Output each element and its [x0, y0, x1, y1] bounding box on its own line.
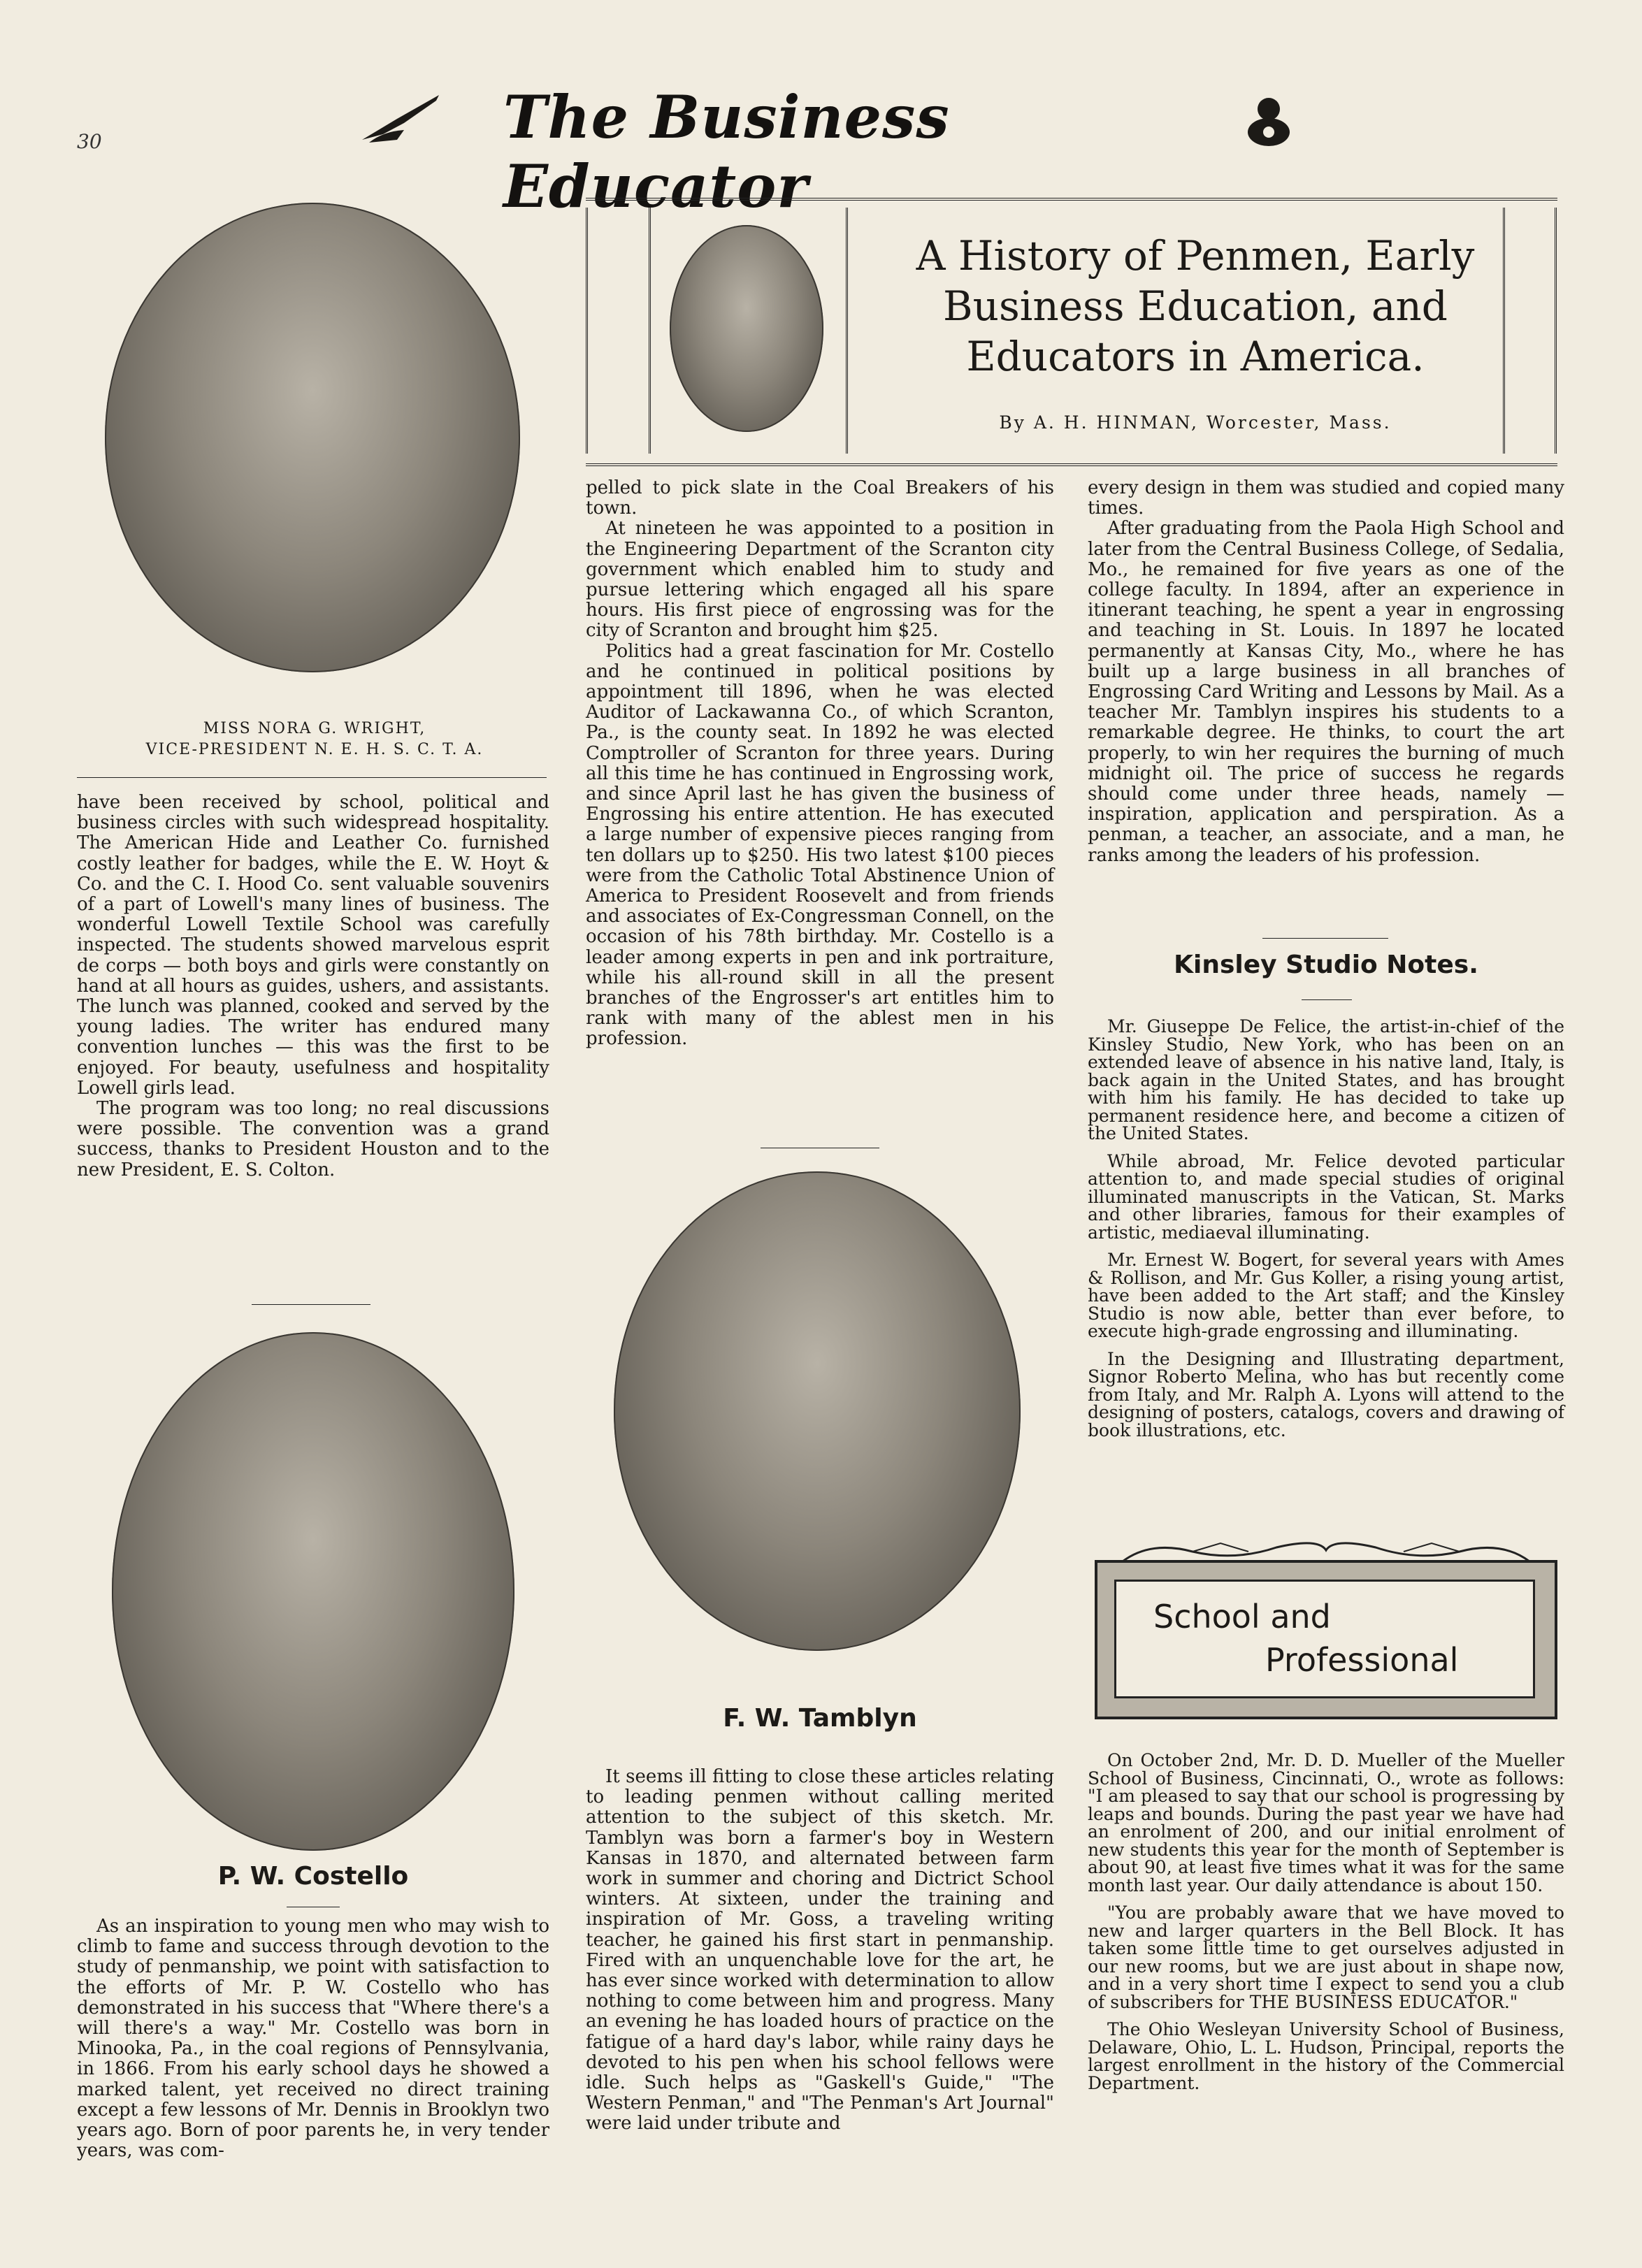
- paragraph: pelled to pick slate in the Coal Breakers of his town.: [586, 477, 1054, 519]
- title-line-3: Educators in America.: [966, 333, 1425, 380]
- col2-bottom-text: [586, 1767, 1054, 2135]
- col2-top-text: [586, 478, 1054, 1050]
- col3-top-text: [1088, 478, 1564, 866]
- title-line-1: A History of Penmen, Early: [916, 232, 1475, 280]
- byline: By A. H. HINMAN, Worcester, Mass.: [999, 412, 1392, 433]
- wright-caption: [77, 718, 552, 760]
- article-title: [860, 231, 1531, 382]
- paragraph: In the Designing and Illustrating department, Signor Roberto Melina, who has but recently come from Italy, and Mr. Ralph A. Lyons will attend to the designing of posters, catalogs, covers and drawing of book illustrations, etc.: [1088, 1348, 1564, 1440]
- tamblyn-caption: F. W. Tamblyn: [723, 1704, 917, 1733]
- wright-portrait: [105, 203, 520, 672]
- hinman-portrait: [670, 225, 823, 432]
- paragraph: Politics had a great fascination for Mr. Costello and he continued in political positions by appointment till 1896, when he was elected Auditor of Lackawanna Co., of which Scranton, Pa., is the county seat. In 1892 he was elected Comptroller of Scranton for three years. During all this time he has continued in Engrossing work, and since April last he has given the business of Engrossing his entire attention. He has executed a large number of expensive pieces ranging from ten dollars up to $250. His two latest $100 pieces were from the Catholic Total Abstinence Union of America to President Roosevelt and from friends and associates of Ex-Congressman Connell, on the occasion of his 78th birthday. Mr. Costello is a leader among experts in pen and ink portraiture, while his all-round skill in all the present branches of the Engrosser's art entitles him to rank with many of the ablest men in his profession.: [586, 640, 1054, 1050]
- page-number: 30: [77, 130, 102, 153]
- wright-caption-line-2: VICE-PRESIDENT N. E. H. S. C. T. A.: [145, 741, 484, 758]
- col1-bottom-text: [77, 1916, 549, 2161]
- paragraph: The Ohio Wesleyan University School of Business, Delaware, Ohio, L. L. Hudson, Principal, reports the largest enrollment in the history of the Commercial Department.: [1088, 2019, 1564, 2093]
- title-line-2: Business Education, and: [943, 282, 1448, 330]
- paragraph: every design in them was studied and copied many times.: [1088, 477, 1564, 519]
- paragraph: While abroad, Mr. Felice devoted particular attention to, and made special studies of original illuminated manuscripts in the Vatican, St. Marks and other libraries, famous for their examples of artistic, mediaeval illuminating.: [1088, 1150, 1564, 1243]
- paragraph: As an inspiration to young men who may wish to climb to fame and success through devotion to the study of penmanship, we point with satisfaction to the efforts of Mr. P. W. Costello who has demonstrated in his success that "Where there's a will there's a way." Mr. Costello was born in Minooka, Pa., in the coal regions of Pennsylvania, in 1866. From his early school days he showed a marked talent, yet received no direct training except a few lessons of Mr. Dennis in Brooklyn two years ago. Born of poor parents he, in very tender years, was com-: [77, 1916, 549, 2162]
- paragraph: Mr. Giuseppe De Felice, the artist-in-chief of the Kinsley Studio, New York, who has been on an extended leave of absence in his native land, Italy, is back again in the United States, and has brought with him his family. He has decided to take up permanent residence here, and become a citizen of the United States.: [1088, 1016, 1564, 1143]
- paragraph: It seems ill fitting to close these articles relating to leading penmen without calling merited attention to the subject of this sketch. Mr. Tamblyn was born a farmer's boy in Western Kansas in 1870, and alternated between farm work in summer and choring and Dictrict School winters. At sixteen, under the training and inspiration of Mr. Goss, a traveling writing teacher, he gained his first start in penmanship. Fired with an unquenchable love for the art, he has ever since worked with determination to allow nothing to come between him and progress. Many an evening he has loaded hours of practice on the fatigue of a hard day's labor, while rainy days he devoted to his pen when his school fellows were idle. Such helps as "Gaskell's Guide," "The Western Penman," and "The Penman's Art Journal" were laid under tribute and: [586, 1766, 1054, 2135]
- paragraph: have been received by school, political and business circles with such widespread hospitality. The American Hide and Leather Co. furnished costly leather for badges, while the E. W. Hoyt & Co. and the C. I. Hood Co. sent valuable souvenirs of a part of Lowell's many lines of business. The wonderful Lowell Textile School was carefully inspected. The students showed marvelous esprit de corps — both boys and girls were constantly on hand at all hours as guides, ushers, and assistants. The lunch was planned, cooked and served by the young ladies. The writer has endured many convention lunches — this was the first to be enjoyed. For beauty, usefulness and hospitality Lowell girls lead.: [77, 792, 549, 1099]
- paragraph: Mr. Ernest W. Bogert, for several years with Ames & Rollison, and Mr. Gus Koller, a rising young artist, have been added to the Art staff; and the Kinsley Studio is now able, better than ever before, to execute high-grade engrossing and illuminating.: [1088, 1250, 1564, 1341]
- costello-portrait: [112, 1332, 514, 1851]
- paragraph: After graduating from the Paola High School and later from the Central Business College, of Sedalia, Mo., he remained for five years as one of the college faculty. In 1894, after an experience in itinerant teaching, he spent a year in engrossing and teaching in St. Louis. In 1897 he located permanently at Kansas City, Mo., where he has built up a large business in all branches of Engrossing Card Writing and Lessons by Mail. As a teacher Mr. Tamblyn inspires his students to a remarkable degree. He thinks, to court the art properly, to win her requires the burning of much midnight oil. The price of success he regards should come under three heads, namely — inspiration, application and perspiration. As a penman, a teacher, an associate, and a man, he ranks among the leaders of his profession.: [1088, 518, 1564, 866]
- wright-caption-line-1: MISS NORA G. WRIGHT,: [203, 720, 426, 737]
- paragraph: At nineteen he was appointed to a position in the Engineering Department of the Scranton city government which enabled him to study and pursue lettering which engaged all his spare hours. His first piece of engrossing was for the city of Scranton and brought him $25.: [586, 518, 1054, 642]
- emblem-icon: [1244, 94, 1293, 150]
- paragraph: "You are probably aware that we have moved to new and larger quarters in the Bell Block. It has taken some little time to get ourselves adjusted in our new rooms, but we are just about in shape now, and in a very short time I expect to send you a club of subscribers for THE BUSINESS EDUCATOR.": [1088, 1902, 1564, 2012]
- col1-top-text: [77, 793, 549, 1180]
- kinsley-text: [1088, 1018, 1564, 1449]
- school-professional-banner: [1095, 1560, 1557, 1719]
- tamblyn-portrait: [614, 1171, 1021, 1651]
- masthead-title: The Business Educator: [503, 82, 950, 221]
- paragraph: On October 2nd, Mr. D. D. Mueller of the Mueller School of Business, Cincinnati, O., wrote as follows: "I am pleased to say that our school is progressing by leaps and bounds. During the past year we have had an enrolment of 200, and our initial enrolment of new students this year for the month of September is about 90, at least five times what it was for the same month last year. Our daily attendance is about 150.: [1088, 1750, 1564, 1895]
- pen-ornament-icon: [355, 91, 446, 147]
- kinsley-heading: Kinsley Studio Notes.: [1174, 951, 1478, 979]
- costello-caption: P. W. Costello: [217, 1862, 409, 1891]
- school-professional-text: [1088, 1751, 1564, 2102]
- banner-heading-2: Professional: [1265, 1641, 1459, 1679]
- paragraph: The program was too long; no real discussions were possible. The convention was a grand success, thanks to President Houston and to the new President, E. S. Colton.: [77, 1098, 549, 1180]
- banner-heading-1: School and: [1153, 1598, 1331, 1635]
